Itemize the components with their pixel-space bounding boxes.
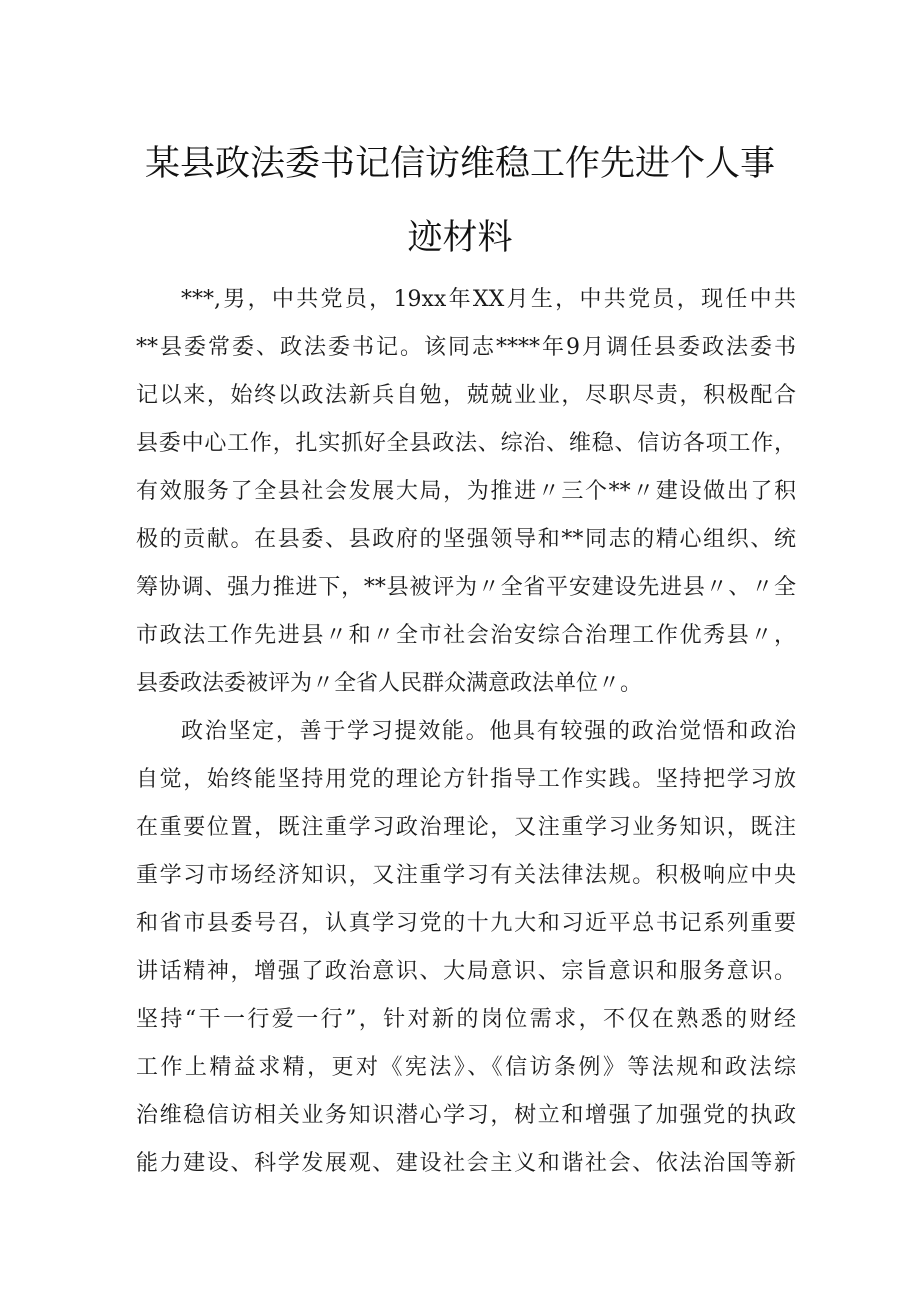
text-line: 重学习市场经济知识，又注重学习有关法律法规。积极响应中央 [136,863,796,888]
text-line: 市政法工作先进县〃和〃全市社会治安综合治理工作优秀县〃， [136,623,796,648]
document-title-line-1: 某县政法委书记信访维稳工作先进个人事 [144,144,775,184]
text-line: 能力建设、科学发展观、建设社会主义和谐社会、依法治国等新 [136,1151,796,1176]
text-line: 自觉，始终能坚持用党的理论方针指导工作实践。坚持把学习放 [136,767,796,792]
text-line: 坚持“干一行爱一行”，针对新的岗位需求，不仅在熟悉的财经 [136,1007,796,1032]
text-line: 记以来，始终以政法新兵自勉，兢兢业业，尽职尽责，积极配合 [136,383,796,408]
text-line: 县委政法委被评为〃全省人民群众满意政法单位〃。 [136,671,643,696]
text-line: 政治坚定，善于学习提效能。他具有较强的政治觉悟和政治 [181,719,796,744]
text-line: ***,男，中共党员，19xx年XX月生，中共党员，现任中共 [181,287,796,312]
text-line: 有效服务了全县社会发展大局，为推进〃三个**〃建设做出了积 [136,479,796,504]
text-line: 和省市县委号召，认真学习党的十九大和习近平总书记系列重要 [136,911,796,936]
document-title-line-2: 迹材料 [407,218,513,258]
text-line: 治维稳信访相关业务知识潜心学习，树立和增强了加强党的执政 [136,1103,796,1128]
text-line: 工作上精益求精，更对《宪法》、《信访条例》等法规和政法综 [136,1055,796,1080]
text-line: 讲话精神，增强了政治意识、大局意识、宗旨意识和服务意识。 [136,959,796,984]
text-line: 极的贡献。在县委、县政府的坚强领导和**同志的精心组织、统 [136,527,796,552]
text-line: 县委中心工作，扎实抓好全县政法、综治、维稳、信访各项工作， [136,431,796,456]
text-line: 筹协调、强力推进下，**县被评为〃全省平安建设先进县〃、〃全 [136,575,796,600]
text-line: **县委常委、政法委书记。该同志****年9月调任县委政法委书 [136,335,796,360]
text-line: 在重要位置，既注重学习政治理论，又注重学习业务知识，既注 [136,815,796,840]
